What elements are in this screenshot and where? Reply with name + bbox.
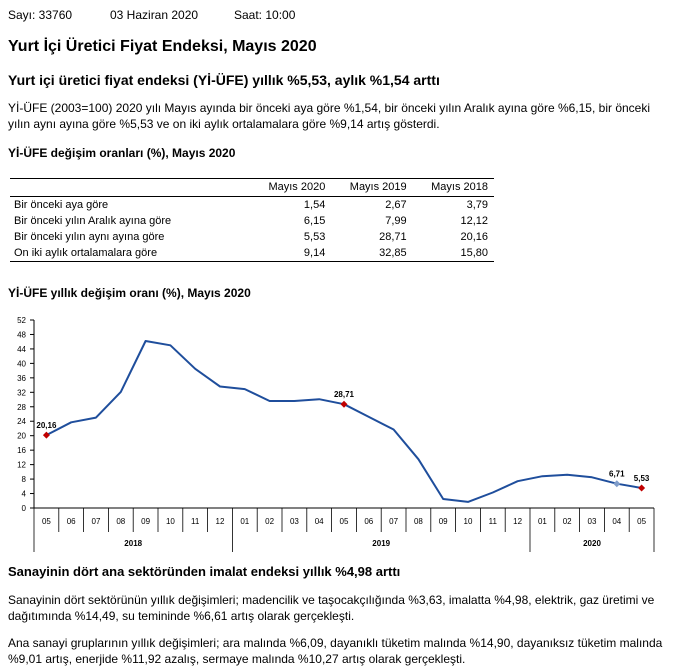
series-line bbox=[46, 341, 641, 502]
x-tick-label: 04 bbox=[612, 517, 622, 526]
bulletin-time: Saat: 10:00 bbox=[234, 8, 296, 22]
x-tick-label: 06 bbox=[66, 517, 76, 526]
data-point-label: 28,71 bbox=[333, 390, 355, 400]
intro-line-2: yılın aynı ayına göre %5,53 ve on iki aylık ortalamalara göre %9,14 artış gösterdi. bbox=[8, 117, 440, 131]
y-tick-label: 16 bbox=[17, 446, 26, 456]
x-tick-label: 04 bbox=[314, 517, 324, 526]
section-2-title: Sanayinin dört ana sektöründen imalat endeksi yıllık %4,98 arttı bbox=[8, 564, 401, 579]
table-cell: 2,67 bbox=[385, 199, 407, 211]
y-tick-label: 36 bbox=[17, 373, 26, 383]
x-tick-label: 12 bbox=[513, 517, 523, 526]
table-cell: 7,99 bbox=[385, 215, 407, 227]
bulletin-date: 03 Haziran 2020 bbox=[110, 8, 199, 22]
x-tick-label: 11 bbox=[488, 517, 497, 526]
intro-paragraph bbox=[8, 100, 668, 132]
x-tick-label: 10 bbox=[463, 517, 473, 526]
table-cell: 5,53 bbox=[303, 231, 326, 243]
table-cell: 12,12 bbox=[460, 215, 488, 227]
col-header-mayis-2018: Mayıs 2018 bbox=[413, 179, 494, 197]
y-tick-label: 44 bbox=[17, 344, 26, 354]
bulletin-number: Sayı: 33760 bbox=[8, 8, 73, 22]
table-cell: 3,79 bbox=[466, 199, 488, 211]
col-header-mayis-2020: Mayıs 2020 bbox=[250, 179, 331, 197]
data-point-label: 5,53 bbox=[633, 474, 650, 484]
y-tick-label: 12 bbox=[17, 460, 26, 470]
y-tick-label: 40 bbox=[17, 359, 26, 369]
row-label: On iki aylık ortalamalara göre bbox=[10, 245, 250, 262]
y-tick-label: 24 bbox=[17, 417, 26, 427]
x-tick-label: 09 bbox=[438, 517, 448, 526]
x-tick-label: 07 bbox=[389, 517, 399, 526]
headline: Yurt içi üretici fiyat endeksi (Yİ-ÜFE) yıllık %5,53, aylık %1,54 arttı bbox=[8, 72, 440, 88]
y-tick-label: 8 bbox=[21, 475, 26, 485]
x-tick-label: 05 bbox=[41, 517, 51, 526]
table-header-row bbox=[10, 179, 494, 197]
x-tick-label: 07 bbox=[91, 517, 101, 526]
row-label: Bir önceki yılın aynı ayına göre bbox=[14, 231, 165, 243]
table-title: Yİ-ÜFE değişim oranları (%), Mayıs 2020 bbox=[8, 146, 236, 160]
data-point-label: 6,71 bbox=[609, 469, 625, 479]
data-point-label: 20,16 bbox=[36, 421, 57, 431]
data-point-marker bbox=[638, 485, 645, 492]
x-tick-label: 05 bbox=[339, 517, 349, 526]
table-row bbox=[10, 213, 494, 229]
section-2-paragraph-1 bbox=[8, 592, 668, 624]
rates-table bbox=[10, 178, 494, 262]
table-row bbox=[10, 197, 494, 214]
year-label: 2019 bbox=[372, 539, 391, 548]
table-cell: 32,85 bbox=[331, 245, 412, 262]
y-tick-label: 32 bbox=[17, 388, 26, 398]
y-tick-label: 48 bbox=[17, 330, 26, 340]
table-cell: 20,16 bbox=[460, 231, 488, 243]
chart-title: Yİ-ÜFE yıllık değişim oranı (%), Mayıs 2020 bbox=[8, 286, 251, 300]
table-row bbox=[10, 245, 494, 262]
x-tick-label: 09 bbox=[141, 517, 151, 526]
section-2-p2-line-2: %9,01 artış, enerjide %11,92 azalış, sermaye malında %10,27 artış olarak gerçekleşti. bbox=[8, 652, 466, 666]
x-tick-label: 12 bbox=[215, 517, 225, 526]
x-tick-label: 05 bbox=[637, 517, 647, 526]
x-tick-label: 01 bbox=[240, 517, 250, 526]
x-tick-label: 03 bbox=[587, 517, 597, 526]
x-tick-label: 10 bbox=[165, 517, 175, 526]
x-tick-label: 02 bbox=[265, 517, 275, 526]
x-tick-label: 08 bbox=[116, 517, 126, 526]
y-tick-label: 0 bbox=[21, 504, 26, 513]
table-cell: 1,54 bbox=[303, 199, 326, 211]
year-label: 2020 bbox=[583, 539, 601, 548]
y-tick-label: 4 bbox=[21, 489, 26, 499]
section-2-p1-line-1: Sanayinin dört sektörünün yıllık değişimleri; madencilik ve taşocakçılığında %3,63, imalatta %4,98, elektrik, gaz üretimi ve bbox=[8, 593, 655, 607]
row-label: Bir önceki yılın Aralık ayına göre bbox=[14, 215, 172, 227]
row-label: Bir önceki aya göre bbox=[14, 199, 109, 211]
table-cell: 9,14 bbox=[250, 245, 331, 262]
x-tick-label: 01 bbox=[537, 517, 547, 526]
data-point-marker bbox=[43, 432, 50, 439]
section-2-p1-line-2: dağıtımında %14,49, su temininde %6,61 artış olarak gerçekleşti. bbox=[8, 609, 355, 623]
table-cell: 15,80 bbox=[413, 245, 494, 262]
year-label: 2018 bbox=[124, 539, 143, 548]
page-title: Yurt İçi Üretici Fiyat Endeksi, Mayıs 2020 bbox=[8, 38, 317, 55]
intro-line-1: Yİ-ÜFE (2003=100) 2020 yılı Mayıs ayında bir önceki aya göre %1,54, bir önceki yılın Aralık ayına göre %6,15, bir önceki bbox=[8, 101, 651, 115]
table-cell: 28,71 bbox=[379, 231, 407, 243]
y-tick-label: 52 bbox=[17, 316, 26, 325]
data-point-marker bbox=[341, 401, 348, 408]
x-tick-label: 11 bbox=[191, 517, 200, 526]
col-header-mayis-2019: Mayıs 2019 bbox=[331, 179, 412, 197]
x-tick-label: 02 bbox=[562, 517, 572, 526]
data-point-marker bbox=[613, 480, 620, 487]
table-cell: 6,15 bbox=[303, 215, 326, 227]
section-2-p2-line-1: Ana sanayi gruplarının yıllık değişimleri; ara malında %6,09, dayanıklı tüketim malında %14,90, dayanıksız tüketim malında bbox=[8, 636, 663, 650]
y-tick-label: 28 bbox=[17, 402, 26, 412]
y-tick-label: 20 bbox=[17, 431, 26, 441]
annual-change-line-chart bbox=[0, 308, 678, 560]
x-tick-label: 03 bbox=[289, 517, 299, 526]
x-tick-label: 06 bbox=[364, 517, 374, 526]
table-row bbox=[10, 229, 494, 245]
x-tick-label: 08 bbox=[413, 517, 423, 526]
section-2-paragraph-2 bbox=[8, 635, 668, 667]
